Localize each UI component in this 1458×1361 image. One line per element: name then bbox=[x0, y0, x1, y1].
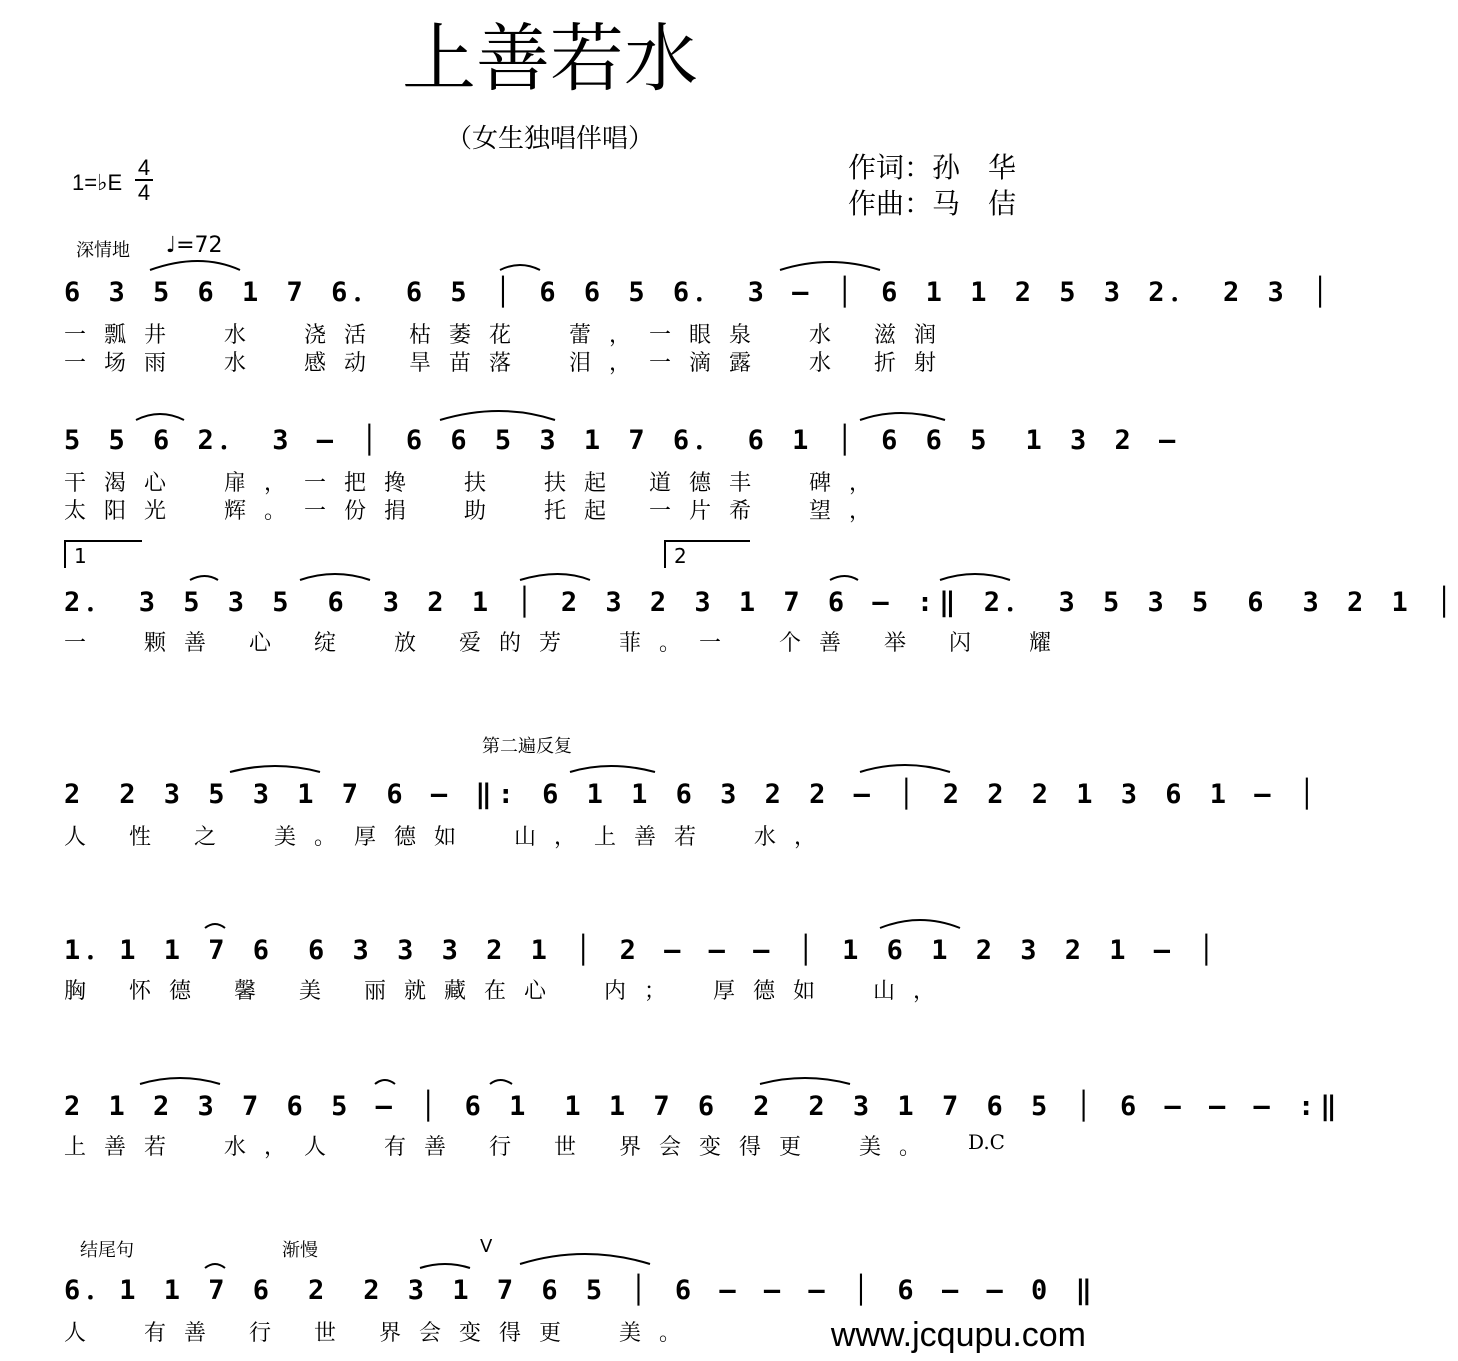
slur bbox=[780, 262, 880, 270]
slur bbox=[150, 261, 240, 270]
system-3-lyrics: 一 颗善 心 绽 放 爱的芳 菲。一 个善 举 闪 耀 bbox=[64, 631, 1069, 656]
volta-1-number: 1 bbox=[74, 544, 87, 568]
slur bbox=[880, 920, 960, 928]
ritard-label: 渐慢 bbox=[282, 1240, 318, 1261]
dc-mark: D.C bbox=[968, 1130, 1005, 1154]
metronome-mark: ♩=72 bbox=[165, 233, 223, 258]
system-2-lyrics-verse1: 干渴心 扉，一把搀 扶 扶起 道德丰 碑， bbox=[64, 471, 889, 496]
lyricist-credit: 作词：孙 华 bbox=[848, 151, 1017, 184]
volta-2-number: 2 bbox=[674, 544, 687, 568]
system-5-lyrics: 胸 怀德 馨 美 丽就藏在心 内； 厚德如 山， bbox=[64, 979, 953, 1004]
slur bbox=[230, 766, 320, 772]
system-6-notes: 2 1 2 3 7 6 5 ‒ │ 6 1 1 1 7 6 2 2 3 1 7 6 5 │ 6 ‒ ‒ ‒ :‖ bbox=[64, 1091, 1343, 1122]
system-7-lyrics: 人 有善 行 世 界会变得更 美。 bbox=[64, 1321, 699, 1346]
slur bbox=[500, 265, 540, 270]
system-5-notes: 1．1 1 7 6 6 3 3 3 2 1 │ 2 ‒ ‒ ‒ │ 1 6 1 2 3 2 1 ‒ │ bbox=[64, 935, 1221, 966]
key-signature: 1=♭E bbox=[72, 170, 123, 195]
composer-credit: 作曲：马 佶 bbox=[848, 187, 1017, 220]
expression-mark: 深情地 bbox=[76, 240, 130, 261]
slur bbox=[190, 576, 218, 580]
slur bbox=[205, 924, 225, 928]
slur bbox=[140, 1078, 220, 1084]
slur bbox=[375, 1080, 395, 1084]
ending-phrase-label: 结尾句 bbox=[80, 1240, 134, 1261]
meter-top: 4 bbox=[137, 155, 151, 180]
slur bbox=[860, 765, 950, 772]
slur bbox=[520, 574, 590, 580]
system-1-lyrics-verse1: 一瓢井 水 浇活 枯萎花 蕾，一眼泉 水 滋润 bbox=[64, 323, 954, 348]
system-7-notes: 6．1 1 7 6 2 2 3 1 7 6 5 │ 6 ‒ ‒ ‒ │ 6 ‒ ‒ 0 ‖ bbox=[64, 1275, 1098, 1306]
slur bbox=[570, 766, 655, 772]
slur bbox=[205, 1264, 225, 1268]
system-6-lyrics: 上善若 水，人 有善 行 世 界会变得更 美。 bbox=[64, 1135, 939, 1160]
slur bbox=[760, 1078, 850, 1084]
subtitle: （女生独唱伴唱） bbox=[445, 124, 654, 154]
page-title: 上善若水 bbox=[402, 16, 698, 102]
slur bbox=[420, 1264, 470, 1268]
slur bbox=[860, 413, 945, 420]
slur bbox=[520, 1254, 650, 1264]
system-2-notes: 5 5 6 2． 3 ‒ │ 6 6 5 3 1 7 6． 6 1 │ 6 6 5 1 3 2 ‒ bbox=[64, 425, 1182, 456]
slur bbox=[440, 411, 555, 420]
system-4-notes: 2 2 3 5 3 1 7 6 ‒ ‖: 6 1 1 6 3 2 2 ‒ │ 2 2 2 1 3 6 1 ‒ │ bbox=[64, 779, 1322, 810]
slur bbox=[136, 414, 184, 420]
breath-mark: V bbox=[480, 1236, 493, 1257]
slur bbox=[940, 574, 1010, 580]
system-4-lyrics: 人 性 之 美。厚德如 山，上善若 水， bbox=[64, 825, 834, 850]
repeat-annotation: 第二遍反复 bbox=[482, 736, 572, 757]
slur bbox=[830, 576, 858, 580]
meter-bottom: 4 bbox=[137, 180, 151, 205]
slur bbox=[490, 1080, 512, 1084]
system-2-lyrics-verse2: 太阳光 辉。一份捐 助 托起 一片希 望， bbox=[64, 499, 889, 524]
system-1-lyrics-verse2: 一场雨 水 感动 旱苗落 泪，一滴露 水 折射 bbox=[64, 351, 954, 376]
system-1-notes: 6 3 5 6 1 7 6． 6 5 │ 6 6 5 6． 3 ‒ │ 6 1 1 2 5 3 2． 2 3 │ bbox=[64, 277, 1335, 308]
system-3-notes: 2． 3 5 3 5 6 3 2 1 │ 2 3 2 3 1 7 6 ‒ :‖ 2． 3 5 3 5 6 3 2 1 │ bbox=[64, 587, 1458, 618]
watermark: www.jcqupu.com bbox=[830, 1316, 1086, 1354]
slur bbox=[300, 574, 370, 580]
